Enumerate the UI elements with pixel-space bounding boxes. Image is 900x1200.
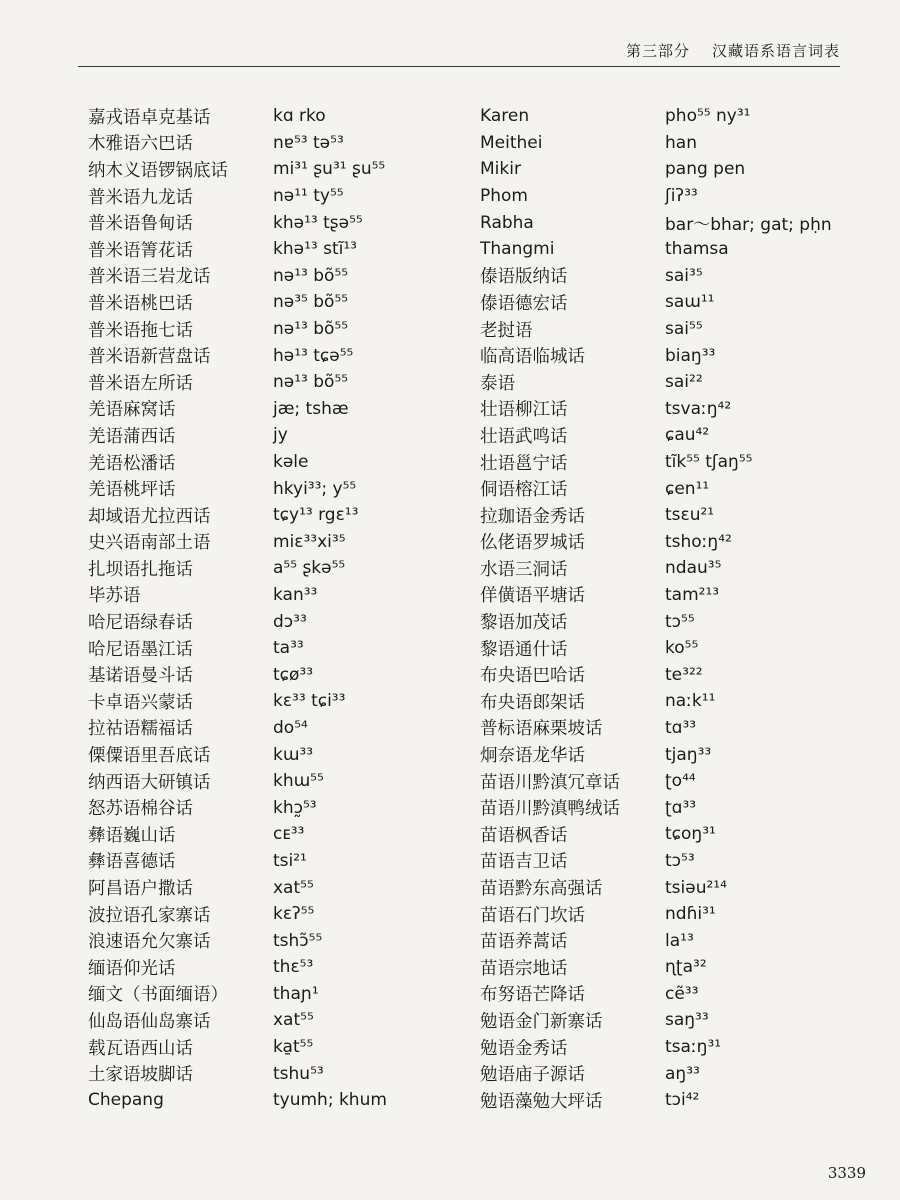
table-row <box>480 316 860 343</box>
word-form: ndau³⁵ <box>665 558 722 579</box>
word-form: a⁵⁵ ʂkə⁵⁵ <box>273 558 346 579</box>
word-form: tsiəu²¹⁴ <box>665 877 727 898</box>
language-name: Rabha <box>480 212 534 233</box>
table-row <box>88 316 478 343</box>
table-row <box>88 741 478 768</box>
language-name: 缅语仰光话 <box>88 958 176 979</box>
word-form: hə¹³ tɕə⁵⁵ <box>273 345 354 366</box>
word-form: khɯ⁵⁵ <box>273 771 324 792</box>
running-header <box>626 40 840 61</box>
right-column <box>480 103 860 1114</box>
word-form: jæ; tshæ <box>273 398 349 419</box>
language-name: Mikir <box>480 159 521 180</box>
table-row <box>88 156 478 183</box>
word-form: kɛ³³ tɕi³³ <box>273 691 346 712</box>
word-form: ɕen¹¹ <box>665 478 710 499</box>
language-name: Karen <box>480 106 530 127</box>
word-form: tɔ⁵⁵ <box>665 611 695 632</box>
table-row <box>88 981 478 1008</box>
word-form: han <box>665 132 697 153</box>
word-form: tshoːŋ⁴² <box>665 531 732 552</box>
header-title: 汉藏语系语言词表 <box>711 42 840 60</box>
language-name: 嘉戎语卓克基话 <box>88 107 211 128</box>
language-name: 普标语麻栗坡话 <box>480 719 603 740</box>
language-name: 苗语枫香话 <box>480 825 568 846</box>
language-name: 浪速语允欠寨话 <box>88 932 211 953</box>
word-form: nə¹³ bõ⁵⁵ <box>273 319 349 340</box>
language-name: 卡卓语兴蒙话 <box>88 692 193 713</box>
word-form: hkyi³³; y⁵⁵ <box>273 478 357 499</box>
language-name: 苗语吉卫话 <box>480 852 568 873</box>
language-name: 壮语邕宁话 <box>480 453 568 474</box>
language-name: 怒苏语棉谷话 <box>88 799 193 820</box>
language-name: 布央语郎架话 <box>480 692 585 713</box>
word-form: ʈɑ³³ <box>665 797 697 818</box>
table-row <box>88 927 478 954</box>
table-row <box>480 263 860 290</box>
table-row <box>480 635 860 662</box>
word-form: naːk¹¹ <box>665 691 716 712</box>
word-form: nə¹³ bõ⁵⁵ <box>273 265 349 286</box>
language-name: 纳西语大研镇话 <box>88 772 211 793</box>
language-name: 黎语通什话 <box>480 639 568 660</box>
word-form: nɐ⁵³ tə⁵³ <box>273 132 344 153</box>
language-name: 哈尼语绿春话 <box>88 613 193 634</box>
table-row <box>480 1034 860 1061</box>
language-name: 壮语柳江话 <box>480 400 568 421</box>
word-form: saŋ³³ <box>665 1010 709 1031</box>
language-name: 傣语德宏话 <box>480 293 568 314</box>
word-form: tam²¹³ <box>665 584 720 605</box>
word-form: saɯ¹¹ <box>665 292 715 313</box>
language-name: 佯僙语平塘话 <box>480 586 585 607</box>
language-name: 哈尼语墨江话 <box>88 639 193 660</box>
word-form: sai³⁵ <box>665 265 703 286</box>
word-form: kɑ rko <box>273 106 326 127</box>
word-form: tsi²¹ <box>273 850 307 871</box>
word-form: te³²² <box>665 664 703 685</box>
language-name: 侗语榕江话 <box>480 480 568 501</box>
word-form: aŋ³³ <box>665 1063 700 1084</box>
table-row <box>480 582 860 609</box>
word-form: ndɦi³¹ <box>665 904 716 925</box>
language-name: 布努语芒降话 <box>480 985 585 1006</box>
word-form: biaŋ³³ <box>665 345 716 366</box>
table-row <box>88 475 478 502</box>
word-form: ʈo⁴⁴ <box>665 771 696 792</box>
table-row <box>88 848 478 875</box>
table-row <box>88 608 478 635</box>
table-row <box>480 954 860 981</box>
language-name: 傣语版纳话 <box>480 267 568 288</box>
language-name: 泰语 <box>480 373 515 394</box>
table-row <box>480 715 860 742</box>
word-form: ɳʈa³² <box>665 957 707 978</box>
language-name: 毕苏语 <box>88 586 141 607</box>
language-name: 基诺语曼斗话 <box>88 666 193 687</box>
word-form: xat⁵⁵ <box>273 877 314 898</box>
left-column <box>88 103 478 1114</box>
table-row <box>480 848 860 875</box>
table-row <box>88 715 478 742</box>
word-form: la¹³ <box>665 930 694 951</box>
table-row <box>88 422 478 449</box>
word-form: do⁵⁴ <box>273 717 308 738</box>
word-form: kɛʔ⁵⁵ <box>273 904 315 925</box>
table-row <box>88 901 478 928</box>
table-row <box>88 263 478 290</box>
word-form: miɛ³³xi³⁵ <box>273 531 346 552</box>
word-form: bar～bhar; gat; pḥn <box>665 215 832 236</box>
word-form: mi³¹ ʂu³¹ ʂu⁵⁵ <box>273 159 386 180</box>
table-row <box>480 555 860 582</box>
language-name: Phom <box>480 186 528 207</box>
table-row <box>480 342 860 369</box>
word-form: dɔ³³ <box>273 611 307 632</box>
language-name: 勉语金秀话 <box>480 1038 568 1059</box>
table-row <box>480 981 860 1008</box>
word-form: tɕoŋ³¹ <box>665 824 716 845</box>
table-row <box>88 183 478 210</box>
table-row <box>480 502 860 529</box>
table-row <box>480 236 860 263</box>
table-row <box>88 103 478 130</box>
table-row <box>88 342 478 369</box>
table-row <box>480 901 860 928</box>
table-row <box>88 555 478 582</box>
word-form: khɔ̰⁵³ <box>273 797 317 818</box>
word-form: ko⁵⁵ <box>665 638 699 659</box>
word-form: sai⁵⁵ <box>665 319 703 340</box>
language-name: Meithei <box>480 132 543 153</box>
language-name: Chepang <box>88 1090 164 1111</box>
word-form: kəle <box>273 452 309 473</box>
language-name: 苗语石门坎话 <box>480 905 585 926</box>
word-form: pang pen <box>665 159 746 180</box>
word-form: nə¹¹ ty⁵⁵ <box>273 186 344 207</box>
language-name: 波拉语孔家寨话 <box>88 905 211 926</box>
table-row <box>88 130 478 157</box>
language-name: Thangmi <box>480 239 555 260</box>
table-row <box>480 688 860 715</box>
table-row <box>480 209 860 236</box>
language-name: 普米语鲁甸话 <box>88 214 193 235</box>
table-row <box>480 156 860 183</box>
table-row <box>88 449 478 476</box>
table-row <box>88 502 478 529</box>
word-form: thaɲ¹ <box>273 983 319 1004</box>
table-row <box>480 741 860 768</box>
language-name: 羌语蒲西话 <box>88 426 176 447</box>
word-form: tshu⁵³ <box>273 1063 324 1084</box>
table-row <box>480 529 860 556</box>
table-row <box>88 954 478 981</box>
word-form: tɕy¹³ rgɛ¹³ <box>273 505 359 526</box>
language-name: 史兴语南部土语 <box>88 533 211 554</box>
language-name: 拉祜语糯福话 <box>88 719 193 740</box>
word-form: pho⁵⁵ ny³¹ <box>665 106 751 127</box>
word-form: tshɔ̃⁵⁵ <box>273 930 323 951</box>
table-row <box>480 608 860 635</box>
language-name: 扎坝语扎拖话 <box>88 559 193 580</box>
table-row <box>480 449 860 476</box>
word-form: thɛ⁵³ <box>273 957 314 978</box>
word-form: tjaŋ³³ <box>665 744 712 765</box>
table-row <box>88 369 478 396</box>
word-form: kan³³ <box>273 584 318 605</box>
word-form: tyumh; khum <box>273 1090 387 1111</box>
header-section: 第三部分 <box>625 42 690 60</box>
table-row <box>480 1060 860 1087</box>
table-row <box>480 130 860 157</box>
table-row <box>88 236 478 263</box>
table-row <box>88 635 478 662</box>
word-form: ɕau⁴² <box>665 425 710 446</box>
word-form: tsvaːŋ⁴² <box>665 398 732 419</box>
table-row <box>88 874 478 901</box>
word-form: tĩk⁵⁵ tʃaŋ⁵⁵ <box>665 452 753 473</box>
header-rule <box>78 66 840 67</box>
table-row <box>88 1034 478 1061</box>
word-form: tɑ³³ <box>665 717 697 738</box>
word-form: sai²² <box>665 372 703 393</box>
language-name: 水语三洞话 <box>480 559 568 580</box>
word-form: ka̱t⁵⁵ <box>273 1037 314 1058</box>
language-name: 布央语巴哈话 <box>480 666 585 687</box>
word-form: nə¹³ bõ⁵⁵ <box>273 372 349 393</box>
language-name: 苗语川黔滇冗章话 <box>480 772 620 793</box>
table-row <box>480 821 860 848</box>
language-name: 普米语新营盘话 <box>88 347 211 368</box>
table-row <box>480 661 860 688</box>
language-name: 羌语桃坪话 <box>88 480 176 501</box>
language-name: 普米语左所话 <box>88 373 193 394</box>
language-name: 普米语箐花话 <box>88 240 193 261</box>
language-name: 缅文（书面缅语） <box>88 985 228 1006</box>
language-name: 仙岛语仙岛寨话 <box>88 1011 211 1032</box>
word-form: nə³⁵ bõ⁵⁵ <box>273 292 349 313</box>
table-row <box>88 582 478 609</box>
table-row <box>480 289 860 316</box>
word-form: ta³³ <box>273 638 304 659</box>
table-row <box>88 821 478 848</box>
language-name: 苗语宗地话 <box>480 958 568 979</box>
table-row <box>480 369 860 396</box>
language-name: 普米语桃巴话 <box>88 293 193 314</box>
language-name: 拉珈语金秀话 <box>480 506 585 527</box>
table-row <box>480 927 860 954</box>
page-number: 3339 <box>827 1164 866 1182</box>
word-form: tɕø³³ <box>273 664 314 685</box>
language-name: 苗语川黔滇鸭绒话 <box>480 799 620 820</box>
language-name: 载瓦语西山话 <box>88 1038 193 1059</box>
language-name: 土家语坡脚话 <box>88 1065 193 1086</box>
table-row <box>480 1087 860 1114</box>
word-form: xat⁵⁵ <box>273 1010 314 1031</box>
word-form: tsɛu²¹ <box>665 505 715 526</box>
language-name: 傈僳语里吾底话 <box>88 746 211 767</box>
language-name: 普米语拖七话 <box>88 320 193 341</box>
language-name: 羌语松潘话 <box>88 453 176 474</box>
language-name: 临高语临城话 <box>480 347 585 368</box>
word-form: cᴇ³³ <box>273 824 305 845</box>
language-name: 勉语藻勉大坪话 <box>480 1091 603 1112</box>
table-row <box>480 422 860 449</box>
language-name: 彝语巍山话 <box>88 825 176 846</box>
table-row <box>88 1060 478 1087</box>
table-row <box>480 183 860 210</box>
language-name: 木雅语六巴话 <box>88 134 193 155</box>
word-form: khə¹³ tʂə⁵⁵ <box>273 212 363 233</box>
language-name: 勉语庙子源话 <box>480 1065 585 1086</box>
table-row <box>88 661 478 688</box>
language-name: 羌语麻窝话 <box>88 400 176 421</box>
language-name: 仫佬语罗城话 <box>480 533 585 554</box>
language-name: 阿昌语户撒话 <box>88 879 193 900</box>
word-form: tɔ⁵³ <box>665 850 695 871</box>
table-row <box>480 103 860 130</box>
table-row <box>88 529 478 556</box>
language-name: 却域语尤拉西话 <box>88 506 211 527</box>
word-form: thamsa <box>665 239 729 260</box>
table-row <box>88 1007 478 1034</box>
language-name: 壮语武鸣话 <box>480 426 568 447</box>
table-row <box>480 1007 860 1034</box>
table-row <box>480 475 860 502</box>
table-row <box>480 768 860 795</box>
table-row <box>480 874 860 901</box>
table-row <box>88 396 478 423</box>
table-row <box>88 209 478 236</box>
word-form: tsaːŋ³¹ <box>665 1037 722 1058</box>
word-form: khə¹³ stĩ¹³ <box>273 239 357 260</box>
word-form: kɯ³³ <box>273 744 314 765</box>
word-form: cẽ³³ <box>665 983 699 1004</box>
table-row <box>88 1087 478 1114</box>
table-row <box>88 768 478 795</box>
word-form: ʃiʔ³³ <box>665 186 698 207</box>
table-row <box>88 289 478 316</box>
language-name: 黎语加茂话 <box>480 613 568 634</box>
language-name: 老挝语 <box>480 320 533 341</box>
language-name: 彝语喜德话 <box>88 852 176 873</box>
language-name: 勉语金门新寨话 <box>480 1011 603 1032</box>
language-name: 苗语养蒿话 <box>480 932 568 953</box>
language-name: 苗语黔东高强话 <box>480 879 603 900</box>
table-row <box>480 794 860 821</box>
word-form: tɔi⁴² <box>665 1090 700 1111</box>
table-row <box>88 794 478 821</box>
language-name: 普米语三岩龙话 <box>88 267 211 288</box>
language-name: 纳木义语锣锅底话 <box>88 160 228 181</box>
language-name: 炯奈语龙华话 <box>480 746 585 767</box>
word-form: jy <box>273 425 288 446</box>
table-row <box>88 688 478 715</box>
language-name: 普米语九龙话 <box>88 187 193 208</box>
table-row <box>480 396 860 423</box>
